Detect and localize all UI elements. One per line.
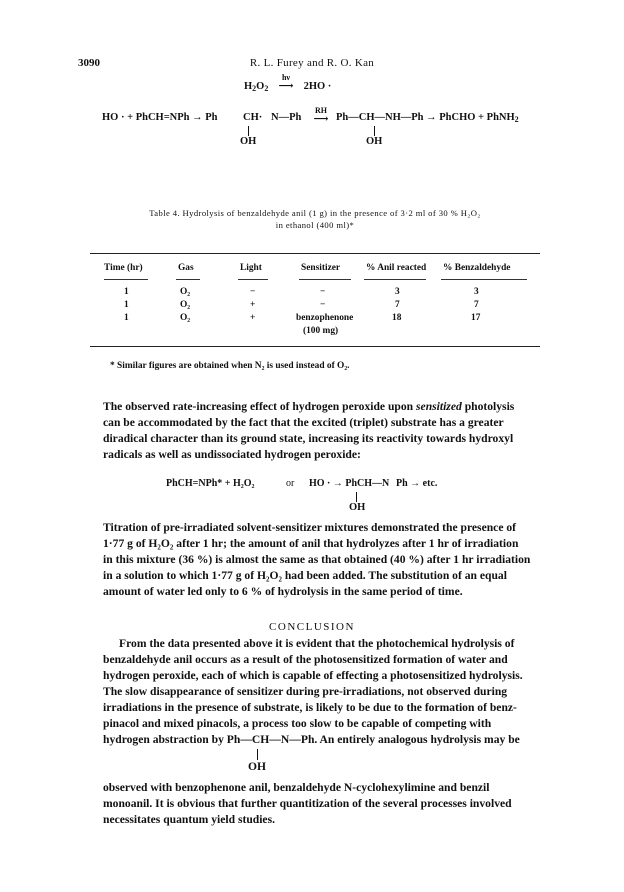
- eq1-sub2: 2: [264, 84, 269, 93]
- eq2-oh-2: OH: [366, 136, 383, 147]
- column-header-sensitizer: Sensitizer: [301, 263, 341, 273]
- column-header-gas: Gas: [178, 263, 194, 273]
- eq3-bond: [356, 492, 357, 502]
- cell-benzaldehyde: 3: [474, 287, 479, 297]
- paragraph-line: diradical character than its ground state, increasing its reactivity towards hydroxyl: [103, 432, 514, 445]
- paragraph-line: hydrogen peroxide, each of which is capable of effecting a photosensitized hydrolysis.: [103, 669, 523, 682]
- cell-gas: O₂: [180, 313, 191, 323]
- cell-anil: 3: [395, 287, 400, 297]
- eq1-right: 2HO ·: [303, 81, 332, 92]
- inline-oh: OH: [248, 760, 267, 773]
- cell-anil: 7: [395, 300, 400, 310]
- paragraph-line: The slow disappearance of sensitizer during pre-irradiations, not observed during: [103, 685, 508, 698]
- text-run: The observed rate-increasing effect of hydrogen peroxide upon: [103, 400, 414, 413]
- cell-benzaldehyde: 7: [474, 300, 479, 310]
- eq2-bond-2: [374, 126, 375, 136]
- eq1-sub1: 2: [252, 84, 257, 93]
- table-caption-line1: Table 4. Hydrolysis of benzaldehyde anil (1 g) in the presence of 3·2 ml of 30 % H₂O₂: [149, 208, 481, 218]
- eq1-h: H: [244, 81, 253, 92]
- running-head: R. L. Furey and R. O. Kan: [249, 57, 375, 69]
- header-underline: [238, 279, 268, 280]
- cell-gas: O₂: [180, 287, 191, 297]
- equation-2-part3: N—Ph: [271, 112, 302, 123]
- eq1-o: O: [256, 81, 265, 92]
- equation-3-or: or: [286, 478, 295, 489]
- cell-time: 1: [124, 313, 129, 323]
- page-number: 3090: [78, 57, 100, 69]
- paragraph-line: [103, 399, 557, 415]
- cell-time: 1: [124, 300, 129, 310]
- paragraph-line: benzaldehyde anil occurs as a result of the photosensitized formation of water and: [103, 653, 508, 666]
- cell-gas: O₂: [180, 300, 191, 310]
- header-underline: [364, 279, 426, 280]
- table-caption: [90, 207, 540, 231]
- equation-2-part4: [336, 112, 519, 124]
- inline-bond: [257, 749, 258, 760]
- header-underline: [176, 279, 200, 280]
- paragraph-line: pinacol and mixed pinacols, a process too slow to be capable of competing with: [103, 717, 492, 730]
- header-underline: [441, 279, 527, 280]
- header-underline: [299, 279, 351, 280]
- paragraph-line: monoanil. It is obvious that further quantitization of the several processes involved: [103, 797, 512, 810]
- paragraph-line: in this mixture (36 %) is almost the same as that obtained (40 %) after 1 hr irradiation: [103, 553, 531, 566]
- eq2-bond-1: [248, 126, 249, 136]
- eq1-arrow: [271, 73, 301, 92]
- equation-2-part1: HO · + PhCH=NPh → Ph: [102, 112, 218, 123]
- paragraph-line: observed with benzophenone anil, benzaldehyde N-cyclohexylimine and benzil: [103, 781, 490, 794]
- eq1-arrow-label: hν: [281, 73, 290, 82]
- column-header-anil: % Anil reacted: [366, 263, 427, 273]
- paragraph-line: hydrogen abstraction by Ph—CH—N—Ph. An entirely analogous hydrolysis may be: [103, 733, 520, 746]
- paragraph-line: can be accommodated by the fact that the excited (triplet) substrate has a greater: [103, 416, 504, 429]
- equation-3-left: PhCH=NPh* + H₂O₂: [166, 478, 255, 489]
- paragraph-line: amount of water led only to 6 % of hydrolysis in the same period of time.: [103, 585, 463, 598]
- cell-sensitizer: −: [320, 300, 326, 310]
- column-header-time: Time (hr): [104, 263, 143, 273]
- eq2-sub-end: 2: [514, 115, 519, 124]
- column-header-benzaldehyde: % Benzaldehyde: [443, 263, 511, 273]
- equation-1: [244, 73, 332, 93]
- eq1-arrow-glyph: ⟶: [278, 81, 294, 92]
- cell-sensitizer-amount: (100 mg): [303, 326, 339, 336]
- cell-benzaldehyde: 17: [471, 313, 481, 323]
- paragraph-1: [103, 399, 557, 463]
- cell-sensitizer: benzophenone: [296, 313, 354, 323]
- eq2-oh-1: OH: [240, 136, 257, 147]
- column-header-light: Light: [240, 263, 262, 273]
- cell-time: 1: [124, 287, 129, 297]
- table-top-rule: [90, 253, 540, 254]
- equation-2-part2: CH·: [243, 112, 263, 123]
- paragraph-4: [103, 780, 557, 828]
- table-footnote: * Similar figures are obtained when N₂ is used instead of O₂.: [110, 361, 350, 371]
- emphasis-sensitized: sensitized: [416, 400, 462, 413]
- section-heading-conclusion: CONCLUSION: [269, 621, 355, 633]
- cell-light: +: [250, 300, 256, 310]
- table-bottom-rule: [90, 346, 540, 347]
- cell-light: +: [250, 313, 256, 323]
- eq2-products: Ph—CH—NH—Ph → PhCHO + PhNH: [336, 112, 515, 123]
- paragraph-3: [103, 636, 557, 748]
- equation-3-right: HO · → PhCH—N: [309, 478, 390, 489]
- cell-anil: 18: [392, 313, 402, 323]
- paragraph-line: Titration of pre-irradiated solvent-sensitizer mixtures demonstrated the presence of: [103, 521, 517, 534]
- eq2-arrow-label: RH: [315, 106, 327, 115]
- eq2-arrow-glyph: ⟶: [313, 114, 329, 125]
- paragraph-line: in a solution to which 1·77 g of H₂O₂ had been added. The substitution of an equal: [103, 569, 507, 582]
- table-caption-line2: in ethanol (400 ml)*: [275, 220, 355, 230]
- cell-light: −: [250, 287, 256, 297]
- header-underline: [104, 279, 148, 280]
- paragraph-line: radicals as well as undissociated hydrogen peroxide:: [103, 448, 361, 461]
- paragraph-line: irradiations in the presence of substrate, is likely to be due to the formation of benz-: [103, 701, 517, 714]
- eq3-oh: OH: [349, 502, 366, 513]
- cell-sensitizer: −: [320, 287, 326, 297]
- equation-2-arrow: [307, 107, 335, 125]
- equation-3-tail: Ph → etc.: [396, 478, 438, 489]
- paragraph-line: From the data presented above it is evident that the photochemical hydrolysis of: [119, 637, 515, 650]
- paragraph-2: [103, 520, 557, 600]
- paragraph-line: necessitates quantum yield studies.: [103, 813, 275, 826]
- text-run: photolysis: [464, 400, 515, 413]
- paragraph-line: 1·77 g of H₂O₂ after 1 hr; the amount of anil that hydrolyzes after 1 hr of irradiation: [103, 537, 519, 550]
